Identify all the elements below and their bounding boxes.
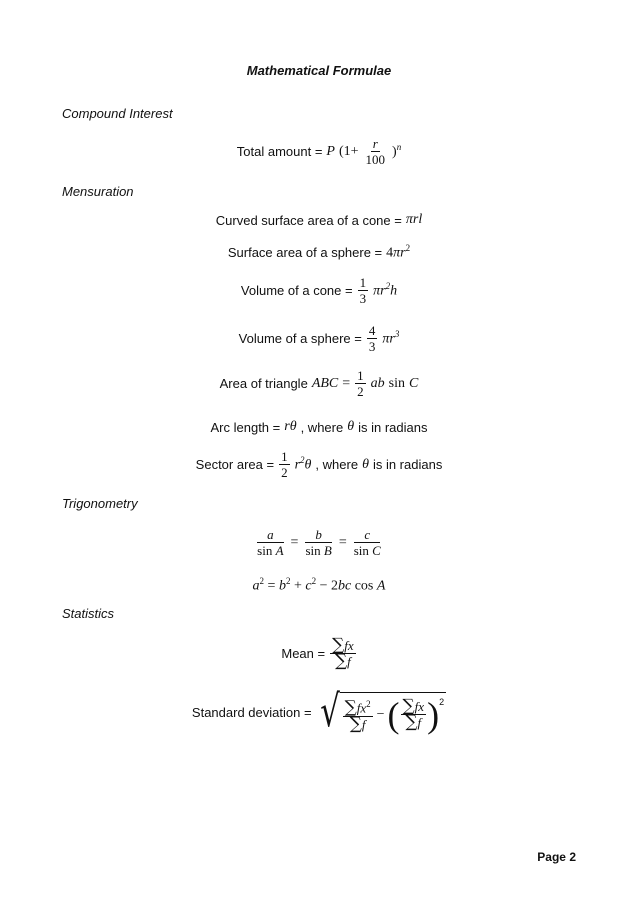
formula-surface-sphere: Surface area of a sphere = $4\pi r^2$ [227, 243, 411, 261]
formula-label: Arc length = [210, 419, 281, 435]
section-heading-trigonometry: Trigonometry [62, 496, 138, 511]
formula-arc-length: Arc length = rθ , where θ is in radians [210, 419, 428, 435]
square-root: √ $\frac{\sum fx^2}{\sum f}$ − ( $\frac{\sum fx}{\sum f}$ ) $^2$ [319, 686, 445, 737]
formula-curved-surface-cone: Curved surface area of a cone = πrl [215, 212, 423, 228]
formula-area-triangle: Area of triangle ABC = $\frac{1}{2}$ ab sin C [219, 368, 419, 399]
formula-label: Surface area of a sphere = [227, 244, 383, 260]
formula-label: Curved surface area of a cone = [215, 212, 402, 228]
formula-label: Mean = [281, 646, 326, 661]
page-title: Mathematical Formulae [246, 63, 392, 78]
formula-sector-area: Sector area = $\frac{1}{2}$ $r^2\theta$ , where θ is in radians [195, 449, 443, 480]
fraction: $\frac{r}{100}$ [365, 136, 386, 167]
section-heading-mensuration: Mensuration [62, 184, 134, 199]
formula-label: Standard deviation = [191, 704, 312, 720]
formula-standard-deviation [0, 686, 638, 737]
formula-label: Area of triangle [219, 376, 308, 391]
formula-total-amount: Total amount = P (1+ $\frac{r}{100}$ )$^n$ [236, 136, 402, 167]
formula-label: Volume of a sphere = [238, 331, 362, 346]
page-number: Page 2 [537, 850, 576, 864]
formula-volume-sphere: Volume of a sphere = $\frac{4}{3}$ $\pi r^3$ [238, 323, 400, 354]
formula-label: Volume of a cone = [240, 283, 353, 298]
formula-sine-rule: $\frac{a}{\text{sin A}}$ = $\frac{b}{\text{sin B}}$ = $\frac{c}{\text{sin C}}$ [257, 527, 381, 558]
formula-cosine-rule: $a^2 = b^2 + c^2 - 2bc$ cos A [252, 576, 386, 594]
section-heading-statistics: Statistics [62, 606, 115, 621]
formula-label: Sector area = [195, 457, 275, 472]
formula-label: Total amount = [236, 144, 323, 159]
section-heading-compound-interest: Compound Interest [62, 106, 173, 121]
formula-volume-cone: Volume of a cone = $\frac{1}{3}$ $\pi r^2h$ [240, 275, 398, 306]
formula-mean: Mean = $\frac{\sum fx}{\sum f}$ [281, 635, 354, 671]
